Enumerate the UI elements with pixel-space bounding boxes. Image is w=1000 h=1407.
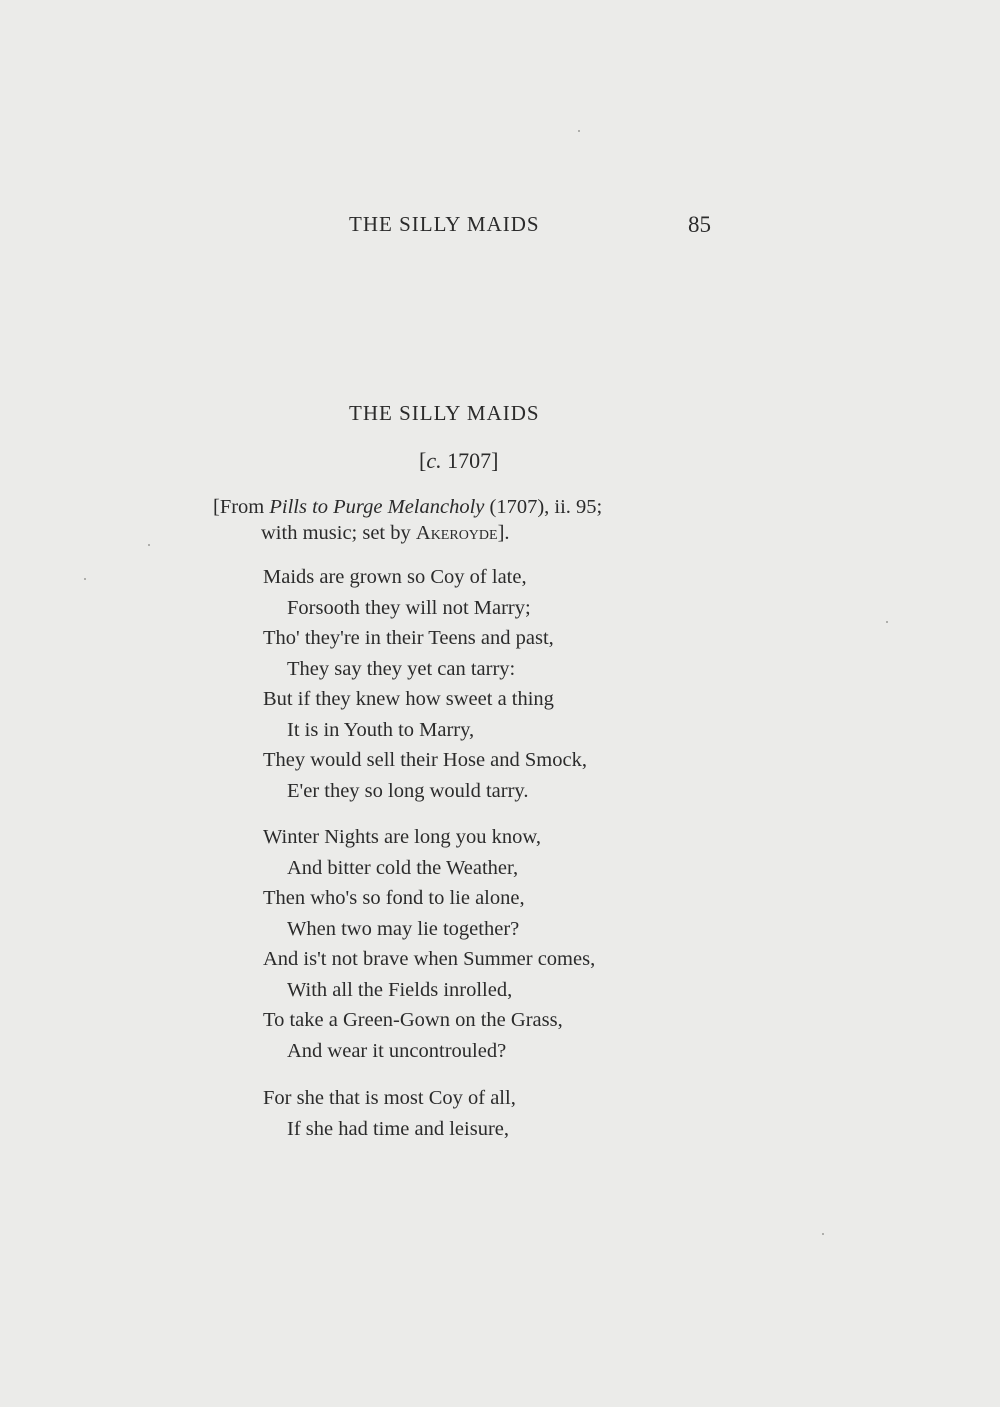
verse-line: Tho' they're in their Teens and past, [263, 627, 554, 649]
verse-line: E'er they so long would tarry. [287, 779, 529, 802]
paper-speck [84, 578, 86, 580]
verse-line: If she had time and leisure, [287, 1117, 510, 1140]
paper-speck [578, 130, 580, 132]
running-header-title: THE SILLY MAIDS [349, 212, 540, 236]
paper-speck [148, 544, 150, 546]
source-note [213, 494, 602, 546]
source-music-note: with music; set by [261, 522, 416, 544]
stanza-2 [263, 822, 595, 1066]
verse-line: Winter Nights are long you know, [263, 826, 541, 848]
source-close: ]. [497, 522, 510, 544]
source-composer: Akeroyde [415, 522, 498, 544]
verse-line: But if they knew how sweet a thing [263, 688, 554, 710]
verse-line: For she that is most Coy of all, [263, 1087, 516, 1109]
verse-line: They say they yet can tarry: [287, 657, 516, 680]
verse-line: With all the Fields inrolled, [287, 978, 513, 1001]
source-citation: (1707), ii. 95; [484, 496, 603, 518]
paper-speck [822, 1233, 824, 1235]
verse-line: It is in Youth to Marry, [287, 718, 475, 741]
verse-line: When two may lie together? [287, 917, 520, 940]
verse-line: Forsooth they will not Marry; [287, 596, 531, 619]
date-circa: c. [426, 448, 442, 473]
source-note-line-1 [213, 494, 602, 520]
source-work-title: Pills to Purge Melancholy [269, 496, 485, 518]
verse-line: They would sell their Hose and Smock, [263, 749, 587, 771]
date-year: 1707] [441, 448, 499, 473]
verse-line: And is't not brave when Summer comes, [263, 948, 596, 970]
source-note-line-2 [213, 520, 602, 546]
paper-speck [886, 621, 888, 623]
poem-title: THE SILLY MAIDS [349, 401, 540, 425]
verse-line: And bitter cold the Weather, [287, 856, 519, 879]
source-prefix: [From [213, 496, 270, 518]
stanza-1 [263, 562, 587, 806]
verse-line: Then who's so fond to lie alone, [263, 887, 525, 909]
page-number: 85 [688, 212, 711, 237]
poem-date [419, 448, 498, 474]
verse-line: And wear it uncontrouled? [287, 1039, 507, 1062]
stanza-3 [263, 1083, 516, 1144]
verse-line: Maids are grown so Coy of late, [263, 566, 527, 588]
verse-line: To take a Green-Gown on the Grass, [263, 1009, 563, 1031]
date-open-bracket: [ [419, 448, 427, 473]
